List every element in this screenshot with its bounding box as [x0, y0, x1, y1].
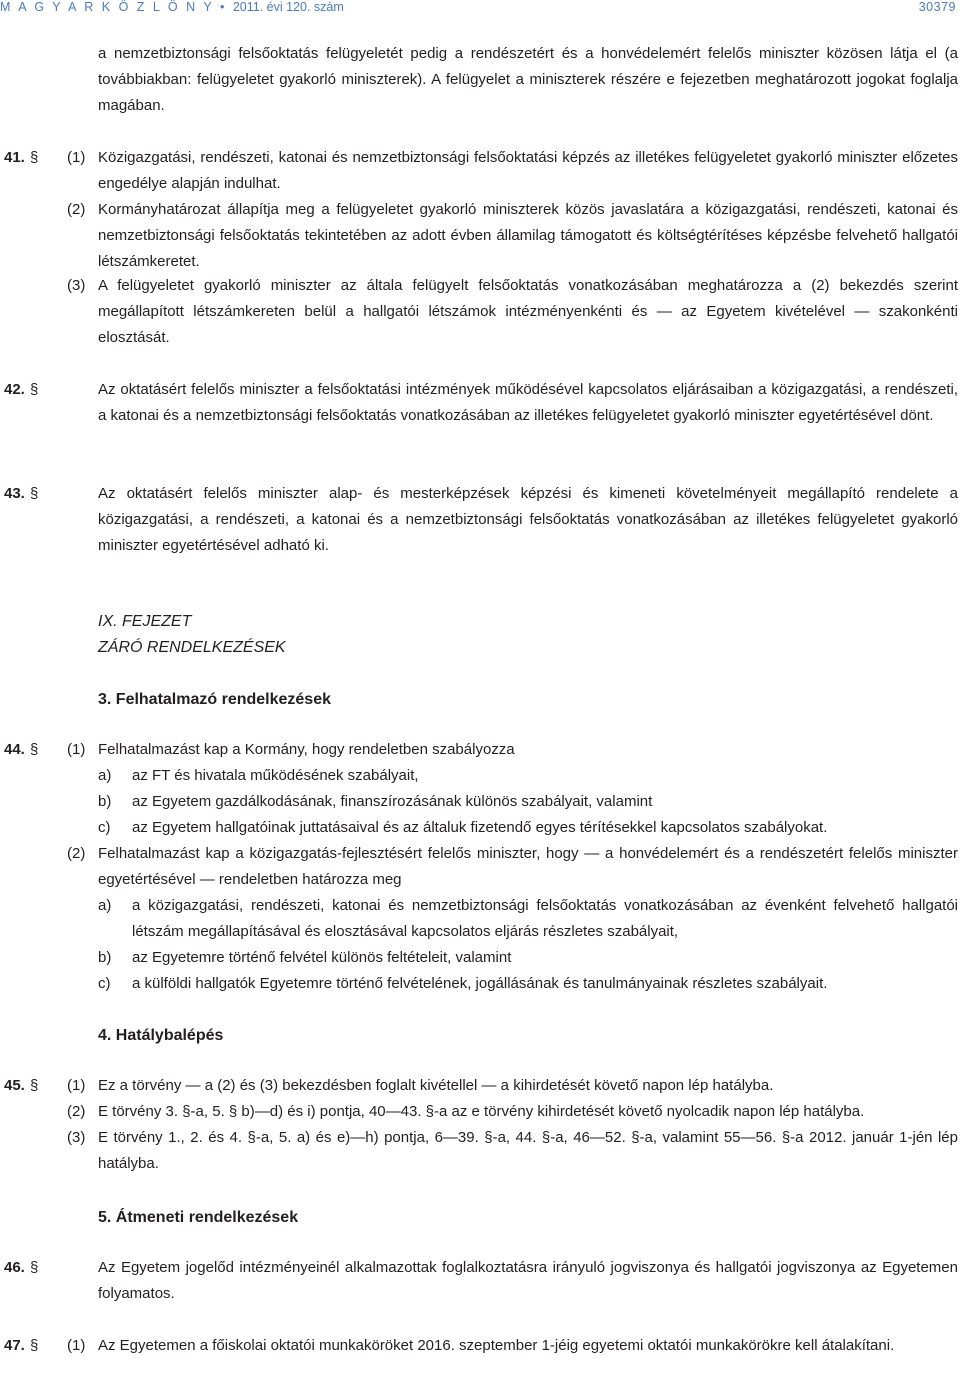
bullet-separator: •	[219, 0, 227, 14]
section-sign: §	[30, 485, 39, 502]
item-text: a közigazgatási, rendészeti, katonai és nemzetbiztonsági felsőoktatás vonatkozásában az évenként felvehető hallgatói létszám megállapításával és elosztásával kapcsolatos eljárás részletes szabályait,	[132, 897, 958, 940]
subsection-text: Felhatalmazást kap a Kormány, hogy rendeletben szabályozza	[98, 741, 515, 758]
subsection-number: (1)	[67, 1077, 86, 1094]
section-title-3: 3. Felhatalmazó rendelkezések	[98, 691, 331, 708]
paragraph-text-42: Az oktatásért felelős miniszter a felsőoktatási intézmények működésével kapcsolatos eljárásaiban a közigazgatási, a rendészeti, a katonai és a nemzetbiztonsági felsőoktatás vonatkozásában az illetékes felügyeletet gyakorló miniszter egyetértésével dönt.	[98, 381, 958, 424]
paragraph-number-41: 41.	[4, 149, 25, 166]
section-sign: §	[30, 149, 39, 166]
subsection-text: E törvény 1., 2. és 4. §-a, 5. a) és e)—h) pontja, 6—39. §-a, 44. §-a, 46—52. §-a, valamint 55—56. §-a 2012. január 1-jén lép hatályba.	[98, 1129, 958, 1172]
chapter-number: IX. FEJEZET	[98, 613, 192, 630]
paragraph-text-43: Az oktatásért felelős miniszter alap- és mesterképzések képzési és kimeneti követelményeit megállapító rendelete a közigazgatási, a rendészeti, a katonai és a nemzetbiztonsági felsőoktatás vonatkozásában az illetékes felügyeletet gyakorló miniszter egyetértésével adható ki.	[98, 485, 958, 554]
paragraph-number-47: 47.	[4, 1337, 25, 1354]
publication-name: M A G Y A R K Ö Z L Ö N Y	[0, 0, 214, 14]
subsection-number: (2)	[67, 201, 86, 218]
subsection-text: Ez a törvény — a (2) és (3) bekezdésben foglalt kivétellel — a kihirdetését követő napon lép hatályba.	[98, 1077, 774, 1094]
item-letter: c)	[98, 819, 111, 836]
paragraph-number-46: 46.	[4, 1259, 25, 1276]
issue-number: 2011. évi 120. szám	[232, 0, 344, 14]
section-sign: §	[30, 1077, 39, 1094]
item-text: az FT és hivatala működésének szabályait,	[132, 767, 419, 784]
item-text: a külföldi hallgatók Egyetemre történő felvételének, jogállásának és tanulmányainak részletes szabályait.	[132, 975, 828, 992]
section-title-4: 4. Hatálybalépés	[98, 1027, 224, 1044]
section-sign: §	[30, 1259, 39, 1276]
item-text: az Egyetem hallgatóinak juttatásaival és az általuk fizetendő egyes térítésekkel kapcsolatos szabályokat.	[132, 819, 828, 836]
page-header	[0, 0, 960, 16]
item-text: az Egyetemre történő felvétel különös feltételeit, valamint	[132, 949, 512, 966]
subsection-text: Kormányhatározat állapítja meg a felügyeletet gyakorló miniszterek közös javaslatára a közigazgatási, rendészeti, katonai és nemzetbiztonsági felsőoktatás tekintetében az adott évben államilag támogatott és költségtérítéses képzésbe felvehető hallgatói létszámkeretet.	[98, 201, 958, 270]
paragraph-number-42: 42.	[4, 381, 25, 398]
section-sign: §	[30, 1337, 39, 1354]
paragraph-number-44: 44.	[4, 741, 25, 758]
subsection-number: (3)	[67, 1129, 86, 1146]
chapter-title: ZÁRÓ RENDELKEZÉSEK	[98, 639, 286, 656]
section-title-5: 5. Átmeneti rendelkezések	[98, 1209, 299, 1226]
subsection-text: Felhatalmazást kap a közigazgatás-fejlesztésért felelős miniszter, hogy — a honvédelemért és a rendészetért felelős miniszter egyetértésével — rendeletben határozza meg	[98, 845, 958, 888]
section-sign: §	[30, 381, 39, 398]
subsection-text: A felügyeletet gyakorló miniszter az általa felügyelt felsőoktatás vonatkozásában meghatározza a (2) bekezdés szerint megállapított létszámkereten belül a hallgatói létszámok intézményenkénti és — az Egyetem kivételével — szakonkénti elosztását.	[98, 277, 958, 346]
item-text: az Egyetem gazdálkodásának, finanszírozásának különös szabályait, valamint	[132, 793, 653, 810]
subsection-number: (3)	[67, 277, 86, 294]
publication-line	[0, 0, 344, 14]
paragraph-number-45: 45.	[4, 1077, 25, 1094]
item-letter: a)	[98, 767, 112, 784]
subsection-number: (1)	[67, 149, 86, 166]
item-letter: b)	[98, 793, 112, 810]
item-letter: a)	[98, 897, 112, 914]
page-number: 30379	[918, 0, 956, 14]
subsection-text: Közigazgatási, rendészeti, katonai és nemzetbiztonsági felsőoktatási képzés az illetékes felügyeletet gyakorló miniszter előzetes engedélye alapján indulhat.	[98, 149, 958, 192]
subsection-number: (1)	[67, 1337, 86, 1354]
paragraph-number-43: 43.	[4, 485, 25, 502]
subsection-text: E törvény 3. §-a, 5. § b)—d) és i) pontja, 40—43. §-a az e törvény kihirdetését követő nyolcadik napon lép hatályba.	[98, 1103, 865, 1120]
section-sign: §	[30, 741, 39, 758]
subsection-text: Az Egyetemen a főiskolai oktatói munkaköröket 2016. szeptember 1-jéig egyetemi oktatói munkakörökre kell átalakítani.	[98, 1337, 895, 1354]
subsection-number: (2)	[67, 845, 86, 862]
item-letter: c)	[98, 975, 111, 992]
item-letter: b)	[98, 949, 112, 966]
intro-paragraph: a nemzetbiztonsági felsőoktatás felügyeletét pedig a rendészetért és a honvédelemért felelős miniszter közösen látja el (a továbbiakban: felügyeletet gyakorló miniszterek). A felügyelet a miniszterek részére e fejezetben meghatározott jogokat foglalja magában.	[98, 45, 958, 114]
subsection-number: (1)	[67, 741, 86, 758]
paragraph-text-46: Az Egyetem jogelőd intézményeinél alkalmazottak foglalkoztatásra irányuló jogviszonya és hallgatói jogviszonya az Egyetemen folyamatos.	[98, 1259, 958, 1302]
subsection-number: (2)	[67, 1103, 86, 1120]
